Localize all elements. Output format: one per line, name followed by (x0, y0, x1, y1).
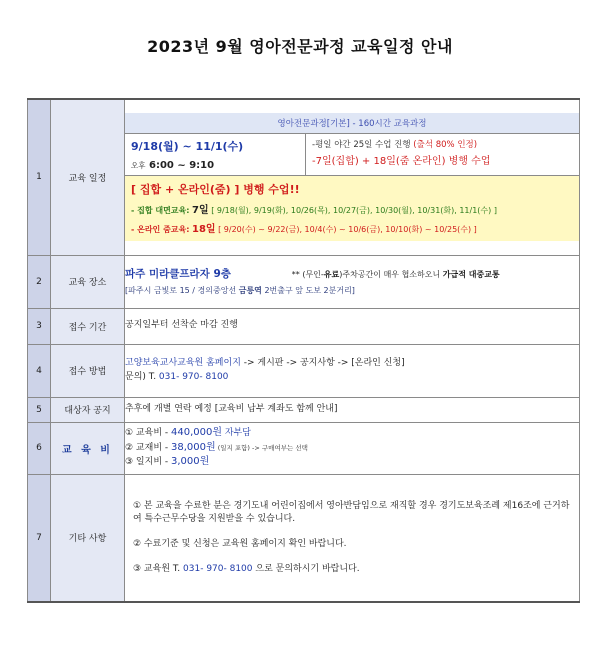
cost-label: ② 교재비 - (125, 442, 171, 453)
table-row (28, 99, 580, 255)
row-label: 교육 일정 (51, 99, 125, 255)
etc-item (133, 563, 571, 576)
table-row (28, 474, 580, 602)
row-label: 대상자 공지 (51, 397, 125, 422)
address-part: [파주시 금빛로 15 / 경의중앙선 (125, 285, 239, 295)
schedule-table (27, 98, 580, 603)
course-header: 영아전문과정[기본] - 160시간 교육과정 (125, 113, 579, 134)
cost-note: (일지 포함) -> 구매여부는 선택 (215, 443, 308, 452)
hybrid-box (125, 176, 579, 241)
etc-item: ① 본 교육을 수료한 분은 경기도내 어린이집에서 영아반담임으로 재직할 경우 경기도보육조례 제16조에 근거하여 특수근무수당을 지원받을 수 있습니다. (133, 500, 570, 524)
note-part: 유료 (323, 269, 340, 279)
contact-label: 문의) T. (125, 371, 159, 382)
journal-amount: 3,000원 (170, 456, 210, 468)
note-part: 가급적 대중교통 (442, 269, 500, 279)
row-number: 7 (28, 474, 51, 602)
page-title: 2023년 9월 영아전문과정 교육일정 안내 (147, 37, 453, 56)
table-row (28, 255, 580, 308)
inperson-days: 7일 (192, 205, 209, 217)
etc-item: ② 수료기준 및 신청은 교육원 홈페이지 확인 바랍니다. (133, 538, 347, 549)
period-right (306, 134, 579, 175)
row-number: 4 (28, 344, 51, 397)
time-prefix: 오후 (131, 161, 146, 171)
online-label: - 온라인 줌교육: (131, 225, 190, 235)
phone-number: 031- 970- 8100 (158, 371, 229, 382)
location-cell (125, 255, 580, 308)
method-cell (125, 344, 580, 397)
address-part: 금릉역 (238, 285, 262, 295)
cost-note: 자부담 (222, 428, 251, 439)
course-period (125, 134, 579, 176)
table-row (28, 397, 580, 422)
cost-label: ① 교육비 - (125, 428, 171, 439)
tuition-amount: 440,000원 (170, 427, 222, 439)
inperson-label: - 집합 대면교육: (131, 206, 190, 216)
period-cell: 공지일부터 선착순 마감 진행 (125, 308, 580, 344)
note-line-1 (312, 138, 573, 150)
location-name: 파주 미라클프라자 9층 (125, 267, 231, 280)
address-part: 2번출구 앞 도보 2분거리] (261, 285, 355, 295)
note-part: ** (무인- (291, 269, 324, 279)
table-row (28, 422, 580, 474)
online-days: 18일 (192, 224, 216, 236)
etc-cell (125, 474, 580, 602)
table-row (28, 308, 580, 344)
parking-note (292, 270, 500, 279)
table-row (28, 344, 580, 397)
row-label: 기타 사항 (51, 474, 125, 602)
address (125, 285, 579, 297)
etc-part: 으로 문의하시기 바랍니다. (252, 563, 360, 574)
online-row (131, 220, 573, 235)
note-line-2: -7일(집합) + 18일(줌 온라인) 병행 수업 (312, 156, 491, 168)
inperson-row (131, 201, 573, 216)
method-path: -> 게시판 -> 공지사항 -> [온라인 신청] (240, 358, 405, 369)
row-label: 접수 방법 (51, 344, 125, 397)
hybrid-title: [ 집합 + 온라인(줌) ] 병행 수업!! (131, 183, 300, 197)
course-time (131, 160, 299, 171)
note-text: -평일 야간 25일 수업 진행 (312, 140, 414, 151)
notice-cell: 추후에 개별 연락 예정 [교육비 납부 계좌도 함께 안내] (125, 397, 580, 422)
homepage-link[interactable]: 고양보육교사교육원 홈페이지 (125, 358, 241, 369)
cost-label: ③ 일지비 - (125, 457, 171, 468)
row-number: 5 (28, 397, 51, 422)
textbook-amount: 38,000원 (170, 441, 216, 453)
period-left (125, 134, 306, 175)
row-label: 교 육 비 (51, 422, 125, 474)
inperson-dates: [ 9/18(월), 9/19(화), 10/26(목), 10/27(금), 10/30(월), 10/31(화), 11/1(수) ] (211, 206, 497, 216)
row-number: 1 (28, 99, 51, 255)
row-number: 6 (28, 422, 51, 474)
attendance-note: (출석 80% 인정) (413, 140, 478, 151)
course-dates: 9/18(월) ~ 11/1(수) (131, 140, 244, 154)
row-label: 교육 장소 (51, 255, 125, 308)
etc-part: ③ 교육원 T. (133, 563, 184, 574)
schedule-cell (125, 99, 580, 255)
phone-number: 031- 970- 8100 (183, 563, 253, 574)
row-number: 3 (28, 308, 51, 344)
row-number: 2 (28, 255, 51, 308)
time-value: 6:00 ~ 9:10 (148, 160, 215, 172)
online-dates: [ 9/20(수) ~ 9/22(금), 10/4(수) ~ 10/6(금), 10/10(화) ~ 10/25(수) ] (218, 225, 477, 235)
cost-cell (125, 422, 580, 474)
note-part: )주차공간이 매우 협소하오니 (339, 269, 443, 279)
row-label: 접수 기간 (51, 308, 125, 344)
